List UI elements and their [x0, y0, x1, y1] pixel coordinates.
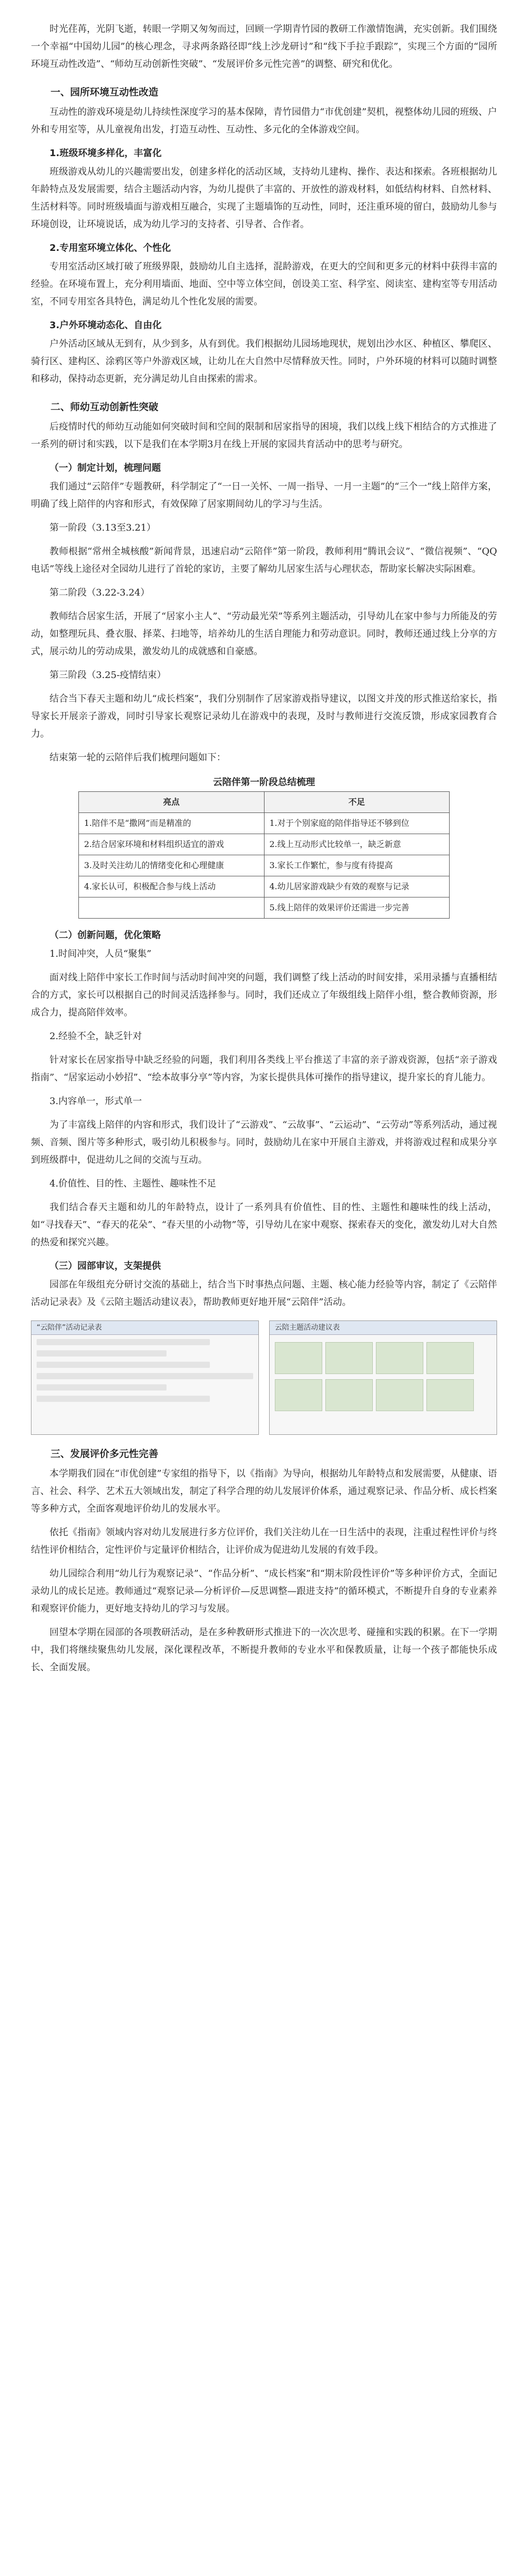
stage-1-label: 第一阶段（3.13至3.21）	[50, 522, 156, 533]
table-lead-in: 结束第一轮的云陪伴后我们梳理问题如下：	[50, 752, 226, 763]
image-caption: “云陪伴”活动记录表	[31, 1321, 258, 1335]
section-2-3-paragraph: 园部在年级组充分研讨交流的基础上，结合当下时事热点问题、主题、核心能力经验等内容，制定了《云陪伴活动记录表》及《云陪主题活动建议表》，帮助教师更好地开展“云陪伴”活动。	[31, 1279, 497, 1308]
section-1-2-heading: 2.专用室环境立体化、个性化	[50, 243, 171, 253]
table-cell: 3.家长工作繁忙，参与度有待提高	[264, 855, 450, 876]
table-cell: 1.对于个别家庭的陪伴指导还不够到位	[264, 813, 450, 834]
table-cell: 4.幼儿居家游戏缺少有效的观察与记录	[264, 876, 450, 897]
table-cell	[79, 897, 265, 919]
strategy-4-paragraph: 我们结合春天主题和幼儿的年龄特点，设计了一系列具有价值性、目的性、主题性和趣味性的线上活动，如“寻找春天”、“春天的花朵”、“春天里的小动物”等，引导幼儿在家中观察、探索春天的变化，激发幼儿对大自然的热爱和探究兴趣。	[31, 1202, 497, 1248]
section-3-heading: 三、发展评价多元性完善	[51, 1448, 159, 1460]
section-1-3-paragraph: 户外活动区域从无到有，从少到多，从有到优。我们根据幼儿园场地现状，规划出沙水区、种植区、攀爬区、骑行区、建构区、涂鸦区等户外游戏区域，让幼儿在大自然中尽情释放天性。同时，户外环境的材料可以随时调整和移动，保持动态更新，充分满足幼儿自由探索的需求。	[31, 338, 497, 384]
table-cell: 3.及时关注幼儿的情绪变化和心理健康	[79, 855, 265, 876]
table-row	[79, 897, 450, 919]
section-3-paragraph-1: 本学期我们园在“市优创建”专家组的指导下，以《指南》为导向，根据幼儿年龄特点和发展需要，从健康、语言、社会、科学、艺术五大领域出发，制定了科学合理的幼儿发展评价体系，通过观察记录、作品分析、成长档案等多种方式，全面客观地评价幼儿的发展水平。	[31, 1468, 497, 1514]
section-2-2-heading: （二）创新问题，优化策略	[50, 930, 161, 941]
strategy-1-label: 1.时间冲突，人员“聚集”	[50, 948, 152, 959]
section-1-heading: 一、园所环境互动性改造	[51, 87, 159, 98]
summary-table-title: 云陪伴第一阶段总结梳理	[213, 777, 315, 788]
stage-3-label: 第三阶段（3.25-疫情结束）	[50, 670, 167, 681]
activity-record-form-image	[31, 1320, 259, 1435]
section-2-heading: 二、师幼互动创新性突破	[51, 401, 159, 413]
section-3-paragraph-2: 依托《指南》领域内容对幼儿发展进行多方位评价，我们关注幼儿在一日生活中的表现，注重过程性评价与终结性评价相结合，定性评价与定量评价相结合，让评价成为促进幼儿发展的有效手段。	[31, 1527, 497, 1555]
stage-2-paragraph: 教师结合居家生活，开展了“居家小主人”、“劳动最光荣”等系列主题活动，引导幼儿在家中参与力所能及的劳动，如整理玩具、叠衣服、择菜、扫地等，培养幼儿的生活自理能力和劳动意识。同时，教师还通过线上分享的方式，展示幼儿的劳动成果，激发幼儿的成就感和自豪感。	[31, 611, 497, 657]
section-1-3-heading: 3.户外环境动态化、自由化	[50, 320, 162, 331]
table-cell: 5.线上陪伴的效果评价还需进一步完善	[264, 897, 450, 919]
table-row	[79, 855, 450, 876]
table-cell: 2.线上互动形式比较单一，缺乏新意	[264, 834, 450, 855]
section-2-1-paragraph: 我们通过“云陪伴”专题教研，科学制定了“一日一关怀、一周一指导、一月一主题”的“三个一”线上陪伴方案，明确了线上陪伴的内容和形式，有效保障了居家期间幼儿的学习与生活。	[31, 481, 497, 510]
table-cell: 2.结合居家环境和材料组织适宜的游戏	[79, 834, 265, 855]
theme-suggestion-form-image	[269, 1320, 497, 1435]
table-row	[79, 834, 450, 855]
section-1-2-paragraph: 专用室活动区域打破了班级界限，鼓励幼儿自主选择，混龄游戏，在更大的空间和更多元的材料中获得丰富的经验。在环境布置上，充分利用墙面、地面、空中等立体空间，创设美工室、科学室、阅读室、建构室等专用活动室，不同专用室各具特色，满足幼儿个性化发展的需要。	[31, 261, 497, 307]
table-header-strengths: 亮点	[79, 792, 265, 813]
strategy-2-label: 2.经验不全，缺乏针对	[50, 1031, 142, 1042]
section-2-3-heading: （三）园部审议，支架提供	[50, 1261, 161, 1272]
table-header-weaknesses: 不足	[264, 792, 450, 813]
strategy-1-paragraph: 面对线上陪伴中家长工作时间与活动时间冲突的问题，我们调整了线上活动的时间安排，采用录播与直播相结合的方式，家长可以根据自己的时间灵活选择参与。同时，我们还成立了年级组线上陪伴小组，整合教师资源，形成合力，提高陪伴效率。	[31, 972, 497, 1018]
summary-table	[78, 791, 450, 919]
strategy-2-paragraph: 针对家长在居家指导中缺乏经验的问题，我们利用各类线上平台推送了丰富的亲子游戏资源，包括“亲子游戏指南”、“居家运动小妙招”、“绘本故事分享”等内容，为家长提供具体可操作的指导建议，提升家长的育儿能力。	[31, 1055, 497, 1083]
form-images	[31, 1320, 497, 1435]
document-body	[31, 21, 497, 1683]
section-1-1-paragraph: 班级游戏从幼儿的兴趣需要出发，创建多样化的活动区域，支持幼儿建构、操作、表达和探索。各班根据幼儿年龄特点及发展需要，结合主题活动内容，为幼儿提供了丰富的、开放性的游戏材料，如低结构材料、自然材料、生活材料等。同时班级墙面与游戏相互融合，实现了主题墙饰的互动性，同时，还注重环境的留白，鼓励幼儿参与环境创设，让环境说话，成为幼儿学习的支持者、引导者、合作者。	[31, 166, 497, 230]
section-1-intro: 互动性的游戏环境是幼儿持续性深度学习的基本保障，青竹园借力“市优创建”契机，视整体幼儿园的班级、户外和专用室等，从儿童视角出发，打造互动性、互动性、多元化的全体游戏空间。	[31, 107, 497, 135]
section-3-paragraph-3: 幼儿园综合利用“幼儿行为观察记录”、“作品分析”、“成长档案”和“期末阶段性评价”等多种评价方式，全面记录幼儿的成长足迹。教师通过“观察记录—分析评价—反思调整—跟进支持”的循环模式，不断提升自身的专业素养和观察评价能力，更好地支持幼儿的学习与发展。	[31, 1568, 497, 1614]
intro-paragraph: 时光荏苒，光阴飞逝，转眼一学期又匆匆而过，回顾一学期青竹园的教研工作激情饱满，充实创新。我们围绕一个幸福“中国幼儿园”的核心理念，寻求两条路径即“线上沙龙研讨”和“线下手拉手跟踪”，实现三个方面的“园所环境互动性改造”、“师幼互动创新性突破”、“发展评价多元性完善”的调整、研究和优化。	[31, 24, 497, 70]
strategy-3-label: 3.内容单一，形式单一	[50, 1096, 142, 1107]
stage-3-paragraph: 结合当下春天主题和幼儿“成长档案”，我们分别制作了居家游戏指导建议，以图文并茂的形式推送给家长，指导家长开展亲子游戏，同时引导家长观察记录幼儿在游戏中的表现，及时与教师进行交流反馈，形成家园教育合力。	[31, 693, 497, 739]
strategy-4-label: 4.价值性、目的性、主题性、趣味性不足	[50, 1178, 217, 1189]
strategy-3-paragraph: 为了丰富线上陪伴的内容和形式，我们设计了“云游戏”、“云故事”、“云运动”、“云劳动”等系列活动，通过视频、音频、图片等多种形式，吸引幼儿积极参与。同时，鼓励幼儿在家中开展自主游戏，并将游戏过程和成果分享到班级群中，促进幼儿之间的交流与互动。	[31, 1120, 497, 1165]
section-1-1-heading: 1.班级环境多样化，丰富化	[50, 148, 162, 159]
section-2-intro: 后疫情时代的师幼互动能如何突破时间和空间的限制和居家指导的困境，我们以线上线下相结合的方式推进了一系列的研讨和实践，以下是我们在本学期3月在线上开展的家园共育活动中的思考与研究。	[31, 421, 497, 450]
table-row	[79, 813, 450, 834]
table-row	[79, 876, 450, 897]
table-cell: 4.家长认可，积极配合参与线上活动	[79, 876, 265, 897]
closing-paragraph: 回望本学期在园部的各项教研活动，是在多种教研形式推进下的一次次思考、碰撞和实践的积累。在下一学期中，我们将继续聚焦幼儿发展，深化课程改革，不断提升教师的专业水平和保教质量，让每一个孩子都能快乐成长、全面发展。	[31, 1627, 497, 1673]
section-2-1-heading: （一）制定计划，梳理问题	[50, 463, 161, 473]
stage-1-paragraph: 教师根据“常州全城核酸”新闻背景，迅速启动“云陪伴”第一阶段，教师利用“腾讯会议”、“微信视频”、“QQ电话”等线上途径对全园幼儿进行了首轮的家访，主要了解幼儿居家生活与心理状态，帮助家长解决实际困难。	[31, 546, 497, 574]
stage-2-label: 第二阶段（3.22-3.24）	[50, 587, 150, 598]
image-caption: 云陪主题活动建议表	[270, 1321, 497, 1335]
table-cell: 1.陪伴不是“撒网”而是精准的	[79, 813, 265, 834]
